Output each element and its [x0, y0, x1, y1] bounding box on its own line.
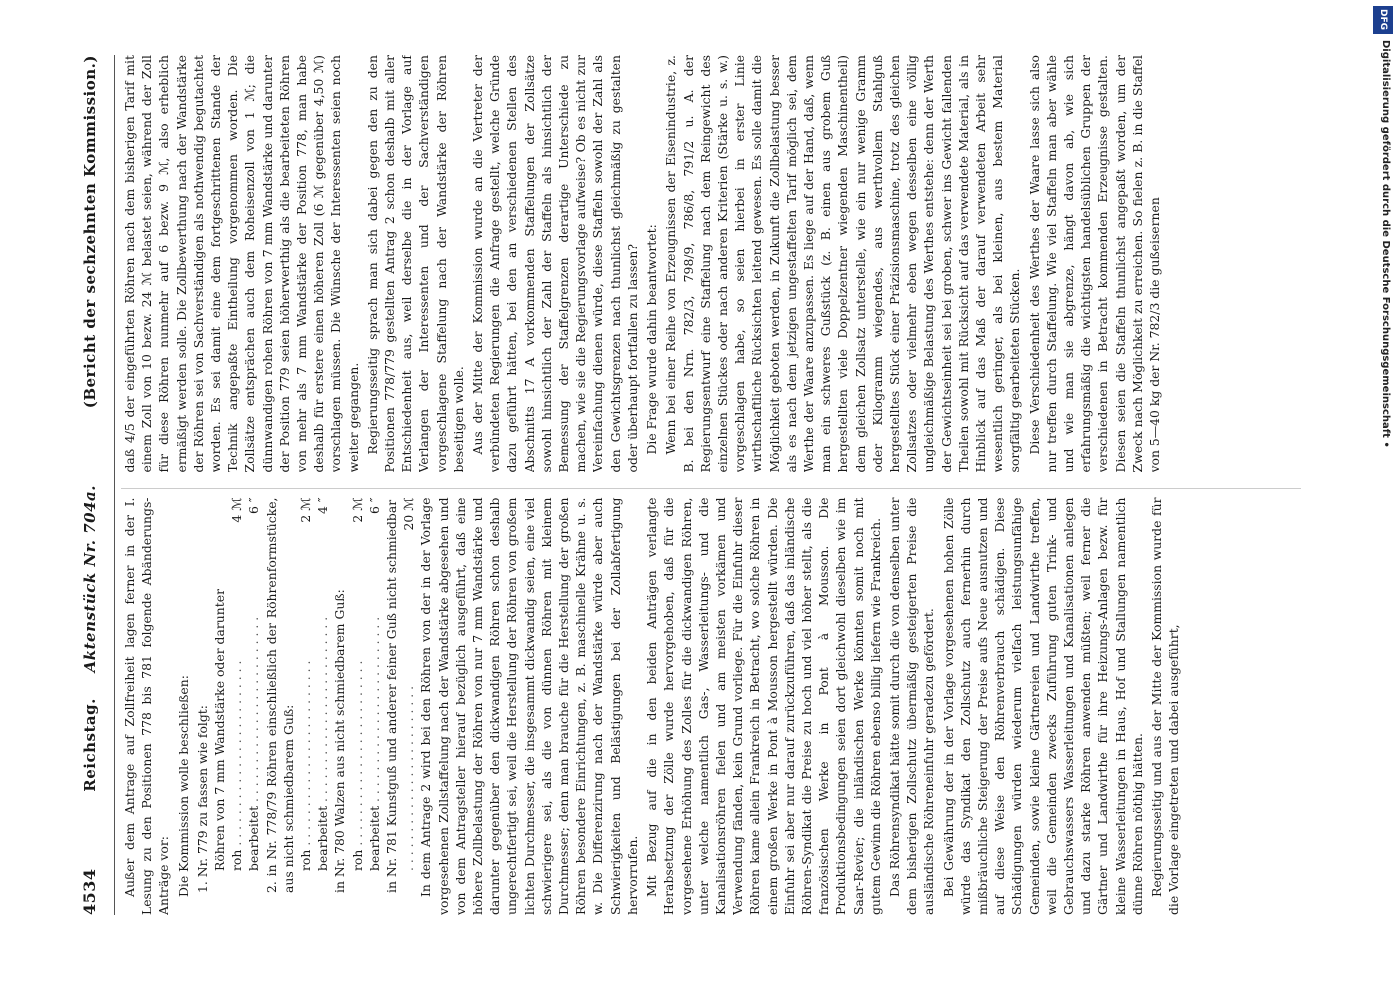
header-title	[81, 485, 99, 792]
header-left-title: Reichstag.	[81, 698, 99, 792]
paragraph: Aus der Mitte der Kommission wurde an die Vertreter der verbündeten Regierungen die Anfrage gestellt, welche Gründe dazu geführt hätten, bei den an verschiedenen Stellen des Abschnitts 17 A vorkommenden Staffelungen der Zollsätze sowohl hinsichtlich der Zahl der Staffeln als hinsichtlich der Bemessung der Staffelgrenzen derartige Unterschiede zu machen, wie sie die Regierungsvorlage aufweise? Ob es nicht zur Vereinfachung dienen würde, diese Staffeln sowohl der Zahl als den Gewichtsgrenzen nach thunlichst gleichmäßig zu gestalten oder überhaupt fortfallen zu lassen?	[470, 55, 640, 473]
attribution-sidebar	[1369, 0, 1397, 1000]
tariff-row: roh . . . 4 ℳ	[228, 498, 245, 916]
paragraph: Wenn bei einer Reihe von Erzeugnissen der Eisenindustrie, z. B. bei den Nrn. 782/3, 798/9, 786/8, 791/2 u. A. der Regierungsentwurf eine Staffelung nach dem Reingewicht des einzelnen Stückes oder nach anderen Kriterien (Stärke u. s. w.) vorgeschlagen habe, so seien hierbei in erster Linie wirthschaftliche Rücksichten leitend gewesen. Es solle damit die Möglichkeit geboten werden, in Zukunft die Zollbelastung besser als es nach dem jetzigen ungestaffelten Tarif möglich sei, dem Werthe der Waare anzupassen. Es liege auf der Hand, daß, wenn man ein schweres Gußstück (z. B. einen aus grobem Guß hergestellten viele Doppelzentner wiegenden Maschinentheil) dem gleichen Zollsatz unterstelle, wie ein nur wenige Gramm oder Kilogramm wiegendes, aus werthvollem Stahlguß hergestelltes Stück einer Präzisionsmaschine, trotz des gleichen Zollsatzes oder vielmehr eben wegen desselben eine völlig ungleichmäßige Belastung des Werthes entstehe: denn der Werth der Gewichtseinheit sei bei groben, schwer ins Gewicht fallenden Theilen sowohl mit Rücksicht auf das verwendete Material, als in Hinblick auf das Maß der darauf verwendeten Arbeit sehr wesentlich geringer, als bei kleinen, aus bestem Material sorgfältig gearbeiteten Stücken.	[663, 55, 1023, 473]
header-right-title: (Bericht der sechzehnten Kommission.)	[81, 55, 99, 409]
right-column	[121, 55, 1301, 473]
paragraph: Die Kommission wolle beschließen:	[175, 675, 191, 897]
tariff-row: roh . . . 2 ℳ	[349, 498, 366, 916]
tariff-row: roh . . . 2 ℳ	[297, 498, 314, 916]
tariff-row: bearbeitet . . . 6 ″	[245, 498, 262, 916]
dfg-logo: DFG	[1373, 6, 1393, 34]
list-item: in Nr. 780 Walzen aus nicht schmiedbarem Guß:	[332, 589, 348, 893]
paragraph: Bei Gewährung der in der Vorlage vorgesehenen hohen Zölle würde das Syndikat den Zollschutz auch fernerhin durch mißbräuchliche Steigerung der Preise aufs Neue ausnutzen und auf diese Weise den Röhrenverbrauch schädigen. Diese Schädigungen würden wiederum vielfach leistungsunfähige Gemeinden, sowie kleine Gärtnereien und Landwirthe treffen, weil die Gemeinden zwecks Zuführung guten Trink- und Gebrauchswassers Wasserleitungen und Kanalisationen anlegen und dazu starke Röhren anwenden müßten; weil ferner die Gärtner und Landwirthe für ihre Heizungs-Anlagen bezw. für kleine Wasserleitungen in Haus, Hof und Stallungen namentlich dünne Röhren nöthig hätten.	[940, 497, 1145, 915]
page-header	[80, 55, 115, 915]
document-page	[80, 45, 1310, 925]
list-item: Röhren von 7 mm Wandstärke oder darunter	[212, 589, 228, 871]
paragraph: Das Röhrensyndikat hätte somit durch die von denselben unter dem bisherigen Zollschutz übermäßig gesteigerten Preise die ausländische Röhreneinfuhr geradezu gefördert.	[886, 497, 937, 915]
paragraph: In dem Antrage 2 wird bei den Röhren von der in der Vorlage vorgesehenen Zollstaffelung nach der Wandstärke abgesehen und von dem Antragsteller hierauf bezüglich ausgeführt, daß eine höhere Zollbelastung der Röhren von nur 7 mm Wandstärke und darunter gegenüber den dickwandigen Röhren schon deshalb ungerechtfertigt sei, weil die Herstellung der Röhren von großem lichten Durchmesser, die insgesammt dickwandig seien, eine viel schwierigere sei, als die von dünnen Röhren mit kleinem Durchmesser; denn man brauche für die Herstellung der großen Röhren besondere Einrichtungen, z. B. maschinelle Krähne u. s. w. Die Differenzirung nach der Wandstärke würde aber auch Schwierigkeiten und Belästigungen bei der Zollabfertigung hervorrufen.	[418, 497, 640, 915]
left-column	[121, 489, 1301, 916]
list-item: 1. Nr. 779 zu fassen wie folgt:	[194, 705, 210, 893]
text-columns	[121, 55, 1301, 915]
paragraph: daß 4/5 der eingeführten Röhren nach dem bisherigen Tarif mit einem Zoll von 10 bezw. 24 ℳ belastet seien, während der Zoll für diese Röhren nunmehr auf 6 bezw. 9 ℳ, also erheblich ermäßigt werden solle. Die Zollbewerthung nach der Wandstärke der Röhren sei von Sachverständigen als nothwendig begutachtet worden. Es sei damit eine dem fortgeschrittenen Stande der Technik angepaßte Eintheilung vorgenommen worden. Die Zollsätze entsprächen auch dem Roheisenzoll von 1 ℳ; die dünnwandigen rohen Röhren von 7 mm Wandstärke und darunter der Position 779 seien höherwerthig als die bearbeiteten Röhren von mehr als 7 mm Wandstärke der Position 778, man habe deshalb für erstere einen höheren Zoll (6 ℳ gegenüber 4,50 ℳ) vorschlagen müssen. Die Wünsche der Interessenten seien noch weiter gegangen.	[122, 55, 361, 473]
attribution-text: Digitalisierung gefördert durch die Deutsche Forschungsgemeinschaft •	[1380, 40, 1391, 448]
list-item: in Nr. 781 Kunstguß und anderer feiner Guß nicht schmiedbar	[384, 499, 400, 893]
tariff-row: bearbeitet . . . 6 ″	[366, 498, 383, 916]
paragraph: Außer dem Antrage auf Zollfreiheit lagen ferner in der I. Lesung zu den Positionen 778 bis 781 folgende Abänderungs-Anträge vor:	[122, 497, 172, 915]
paragraph: Regierungsseitig sprach man sich dabei gegen den zu den Positionen 778/779 gestellten Antrag 2 schon deshalb mit aller Entschiedenheit aus, weil derselbe die in der Vorlage auf Verlangen der Interessenten und der Sachverständigen vorgeschlagene Staffelung nach der Wandstärke der Röhren beseitigen wolle.	[364, 55, 466, 473]
document-reference: Aktenstück Nr. 704a.	[81, 485, 99, 673]
tariff-row: . . . 20 ℳ	[400, 498, 417, 916]
paragraph: Mit Bezug auf die in den beiden Anträgen verlangte Herabsetzung der Zölle wurde hervorgehoben, daß für die vorgesehene Erhöhung des Zolles für die dickwandigen Röhren, unter welche namentlich Gas-, Wasserleitungs- und die Kanalisationsröhren fielen und am meisten vorkämen und Verwendung fänden, kein Grund vorliege. Für die Einfuhr dieser Röhren kame allein Frankreich in Betracht, wo solche Röhren in einem großen Werke in Pont à Mousson hergestellt würden. Die Einfuhr sei aber nur darauf zurückzuführen, daß das inländische Röhren-Syndikat die Preise zu hoch und viel höher stellt, als die französischen Werke in Pont à Mousson. Die Produktionsbedingungen seien dort gleichwohl dieselben wie im Saar-Revier; die inländischen Werke könnten somit noch mit gutem Gewinn die Röhren ebenso billig liefern wie Frankreich.	[644, 497, 883, 915]
list-item: 2. in Nr. 778/79 Röhren einschließlich der Röhrenformstücke, aus nicht schmiedbarem Guß:	[263, 497, 296, 893]
paragraph: Diese Verschiedenheit des Werthes der Waare lasse sich also nur treffen durch Staffelung. Wie viel Staffeln man aber wähle und wie man sie abgrenze, hängt davon ab, wie sich erfahrungsmäßig die wichtigsten handelsüblichen Gruppen der verschiedenen in Betracht kommenden Erzeugnisse gestalten. Diesen seien die Staffeln thunlichst angepaßt worden, um der Zweck nach Möglichkeit zu erreichen. So fielen z. B. in die Staffel von 5—40 kg der Nr. 782/3 die gußeisernen	[1026, 55, 1162, 473]
paragraph: Regierungsseitig und aus der Mitte der Kommission wurde für die Vorlage eingetreten und dabei ausgeführt,	[1148, 497, 1182, 915]
paragraph: Die Frage wurde dahin beantwortet:	[644, 224, 660, 455]
page-number: 4534	[80, 868, 99, 915]
tariff-row: bearbeitet . . . 4 ″	[314, 498, 331, 916]
